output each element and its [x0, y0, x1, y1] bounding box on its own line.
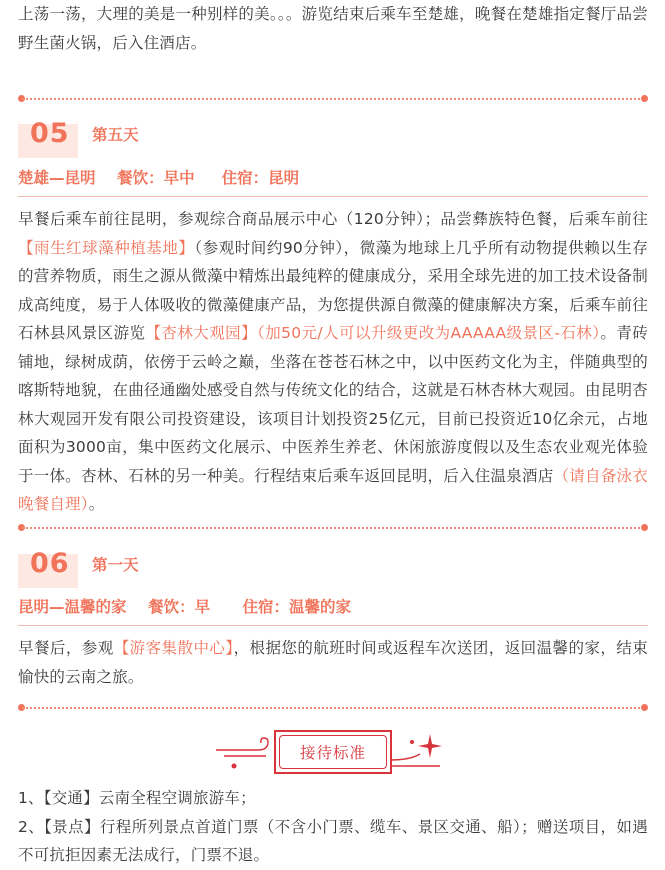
- service-item-transport: 1、【交通】云南全程空调旅游车；: [18, 789, 256, 807]
- route-divider: [18, 196, 648, 197]
- day-header-06: [18, 548, 648, 592]
- day6-text-0: 早餐后，参观: [18, 639, 114, 657]
- day4-ending-paragraph: 上荡一荡，大理的美是一种别样的美。。。游览结束后乘车至楚雄，晚餐在楚雄指定餐厅品尝野生菌火锅，后入住酒店。: [18, 5, 648, 52]
- dotted-divider: [18, 94, 648, 104]
- day5-text-2: （参观时间约90分钟），微藻为地球上几乎所有动物提供赖以生存的营养物质，雨生之源从微藻中精炼出最纯粹的健康成分，采用全球先进的加工技术设备制成高纯度，易于人体吸收的微藻健康产品，为您提供源自微藻的健康解决方案，后乘车前往石林县风景区游览: [18, 238, 648, 342]
- service-standard-header: [18, 728, 648, 786]
- day-number: 06: [30, 548, 70, 579]
- swirl-ornament-icon: [214, 736, 274, 770]
- dotted-divider: [18, 703, 648, 713]
- day5-text-0: 早餐后乘车前往昆明，参观综合商品展示中心（120分钟）；品尝彝族特色餐，后乘车前往: [18, 210, 648, 228]
- day5-highlight-1: 【雨生红球藻种植基地】: [18, 238, 195, 257]
- day6-description: [18, 634, 648, 691]
- dotted-divider: [18, 523, 648, 533]
- day5-highlight-5: （请自备泳衣晚餐自理）: [18, 466, 649, 513]
- day6-text-2: ，根据您的航班时间或返程车次送团，返回温馨的家，结束愉快的云南之旅。: [18, 639, 649, 686]
- service-standard-badge: [274, 730, 392, 774]
- day6-highlight-1: 【游客集散中心】: [113, 639, 234, 657]
- day5-description: [18, 205, 648, 519]
- day-header-05: [18, 118, 648, 162]
- day-route-05: 楚雄—昆明 餐饮：早中 住宿：昆明: [18, 169, 300, 187]
- route-divider: [18, 625, 648, 626]
- day5-highlight-3: 【杏林大观园】（加50元/人可以升级更改为AAAAA级景区-石林）: [145, 324, 601, 342]
- service-standard-title: 接待标准: [279, 735, 387, 769]
- day5-text-6: 。: [88, 495, 105, 513]
- service-item-attractions: 2、【景点】行程所列景点首道门票（不含小门票、缆车、景区交通、船）；赠送项目，如遇不可抗拒因素无法成行，门票不退。: [18, 817, 648, 864]
- sparkle-ornament-icon: [390, 732, 450, 772]
- day-number: 05: [30, 118, 70, 149]
- day-label: 第一天: [92, 556, 139, 574]
- day-route-06: 昆明—温馨的家 餐饮：早 住宿：温馨的家: [18, 598, 351, 616]
- day5-text-4: 。青砖铺地，绿树成荫，依傍于云岭之巅，坐落在苍苍石林之中，以中医药文化为主，伴随典型的喀斯特地貌，在曲径通幽处感受自然与传统文化的结合，这就是石林杏林大观园。由昆明杏林大观园开发有限公司投资建设，该项目计划投资25亿元，目前已投资近10亿余元，占地面积为3000亩，集中医药文化展示、中医养生养老、休闲旅游度假以及生态农业观光体验于一体。杏林、石林的另一种美。行程结束后乘车返回昆明，后入住温泉酒店: [18, 324, 648, 485]
- day-label: 第五天: [92, 126, 139, 144]
